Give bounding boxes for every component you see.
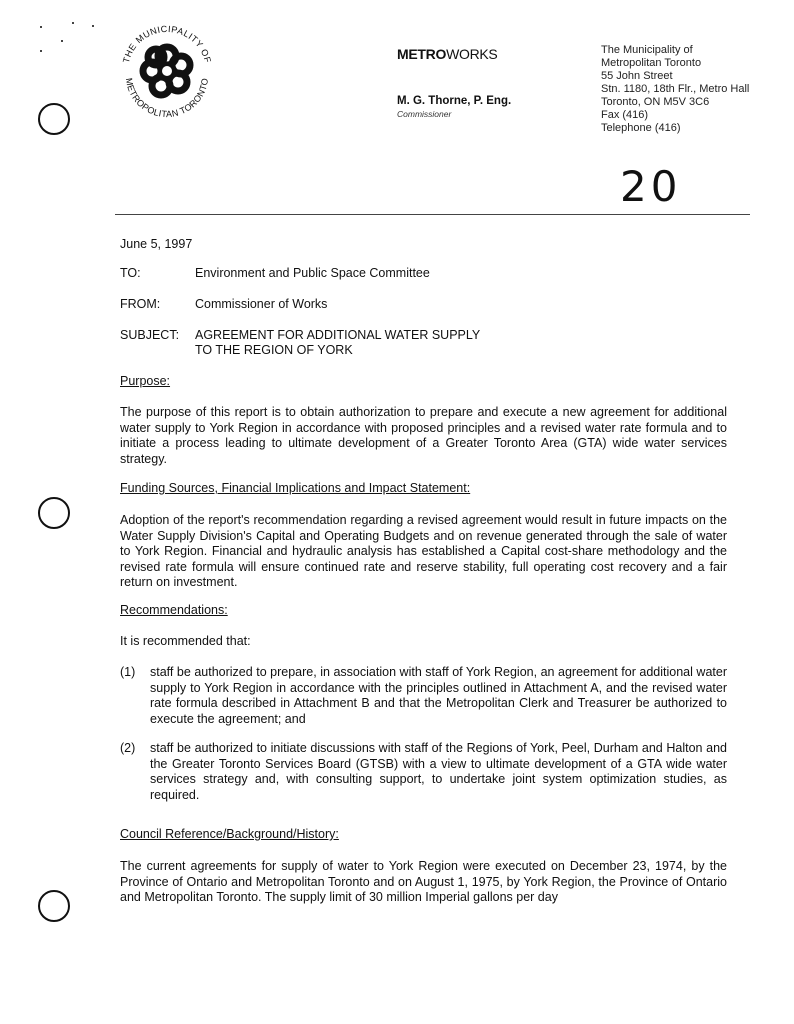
handwritten-item-number: 20 (620, 162, 682, 211)
recommendation-number: (1) (120, 665, 136, 679)
punch-hole-bottom (38, 890, 70, 922)
punch-hole-top (38, 103, 70, 135)
address-line: The Municipality of (601, 44, 693, 56)
subject-line-1: AGREEMENT FOR ADDITIONAL WATER SUPPLY (195, 328, 481, 342)
purpose-heading: Purpose: (120, 374, 171, 388)
metroworks-logo (397, 46, 497, 62)
address-block (601, 44, 749, 135)
memo-date: June 5, 1997 (120, 237, 193, 251)
address-line: Telephone (416) (601, 122, 681, 134)
memo-from-row (120, 297, 620, 313)
scan-speck (40, 50, 42, 52)
svg-text:METROPOLITAN TORONTO: METROPOLITAN TORONTO (123, 77, 211, 120)
signer-name: M. G. Thorne, P. Eng. (397, 95, 512, 107)
metro-toronto-seal-icon (114, 18, 220, 124)
header-divider (115, 214, 750, 215)
address-line: Fax (416) (601, 109, 649, 121)
brand-light: WORKS (446, 46, 498, 62)
recommendation-item-2 (120, 741, 727, 805)
address-line: Stn. 1180, 18th Flr., Metro Hall (601, 83, 750, 95)
to-label: TO: (120, 266, 141, 280)
from-value: Commissioner of Works (195, 297, 328, 311)
funding-paragraph (120, 513, 727, 591)
signer-title: Commissioner (397, 109, 452, 119)
purpose-paragraph (120, 405, 727, 467)
memo-to-row (120, 266, 620, 282)
recommendation-number: (2) (120, 741, 136, 755)
background-heading: Council Reference/Background/History: (120, 827, 339, 841)
scan-speck (40, 26, 42, 28)
recommendations-heading: Recommendations: (120, 603, 228, 617)
subject-line-2: TO THE REGION OF YORK (195, 343, 353, 357)
purpose-body: The purpose of this report is to obtain authorization to prepare and execute a new agreement for additional water supply to York Region in accordance with proposed principles and a revised water rate formula and to initiate a process leading to ultimate development of a Greater Toronto Area (GTA) wide water services strategy. (120, 405, 727, 466)
address-line: Toronto, ON M5V 3C6 (601, 96, 710, 108)
subject-label: SUBJECT: (120, 328, 180, 342)
funding-body: Adoption of the report's recommendation regarding a revised agreement would result in future impacts on the Water Supply Division's Capital and Operating Budgets and on revenue generated through the sale of water to York Region. Financial and hydraulic analysis has established a Capital cost-share methodology and the revised rate formula will ensure continued rate and reserve stability, full operating cost recovery and a fair return on investment. (120, 513, 727, 589)
funding-heading: Funding Sources, Financial Implications and Impact Statement: (120, 481, 471, 495)
recommendation-text: staff be authorized to prepare, in association with staff of York Region, an agreement for additional water supply to York Region in accordance with the principles outlined in Attachment A, and the revised water rate formula described in Attachment B and that the Metropolitan Clerk and Treasurer be authorized to execute the agreement; and (150, 665, 727, 726)
address-line: 55 John Street (601, 70, 673, 82)
background-paragraph (120, 859, 727, 906)
scan-speck (92, 25, 94, 27)
punch-hole-middle (38, 497, 70, 529)
recommendations-intro: It is recommended that: (120, 634, 251, 648)
scan-speck (61, 40, 63, 42)
address-line: Metropolitan Toronto (601, 57, 702, 69)
from-label: FROM: (120, 297, 161, 311)
to-value: Environment and Public Space Committee (195, 266, 430, 280)
memo-subject-row (120, 328, 620, 360)
recommendation-text: staff be authorized to initiate discussions with staff of the Regions of York, Peel, Durham and Halton and the Greater Toronto Services Board (GTSB) with a view to ultimate development of a GTA wide water services strategy and, with consulting support, to undertake joint system optimization studies, as required. (150, 741, 727, 802)
background-body: The current agreements for supply of water to York Region were executed on December 23, 1974, by the Province of Ontario and Metropolitan Toronto and on August 1, 1975, by York Region, the Province of Ontario and Metropolitan Toronto. The supply limit of 30 million Imperial gallons per day (120, 859, 727, 904)
svg-text:THE MUNICIPALITY OF: THE MUNICIPALITY OF (120, 23, 214, 65)
brand-bold: METRO (397, 46, 447, 62)
recommendation-item-1 (120, 665, 727, 729)
scan-speck (72, 22, 74, 24)
